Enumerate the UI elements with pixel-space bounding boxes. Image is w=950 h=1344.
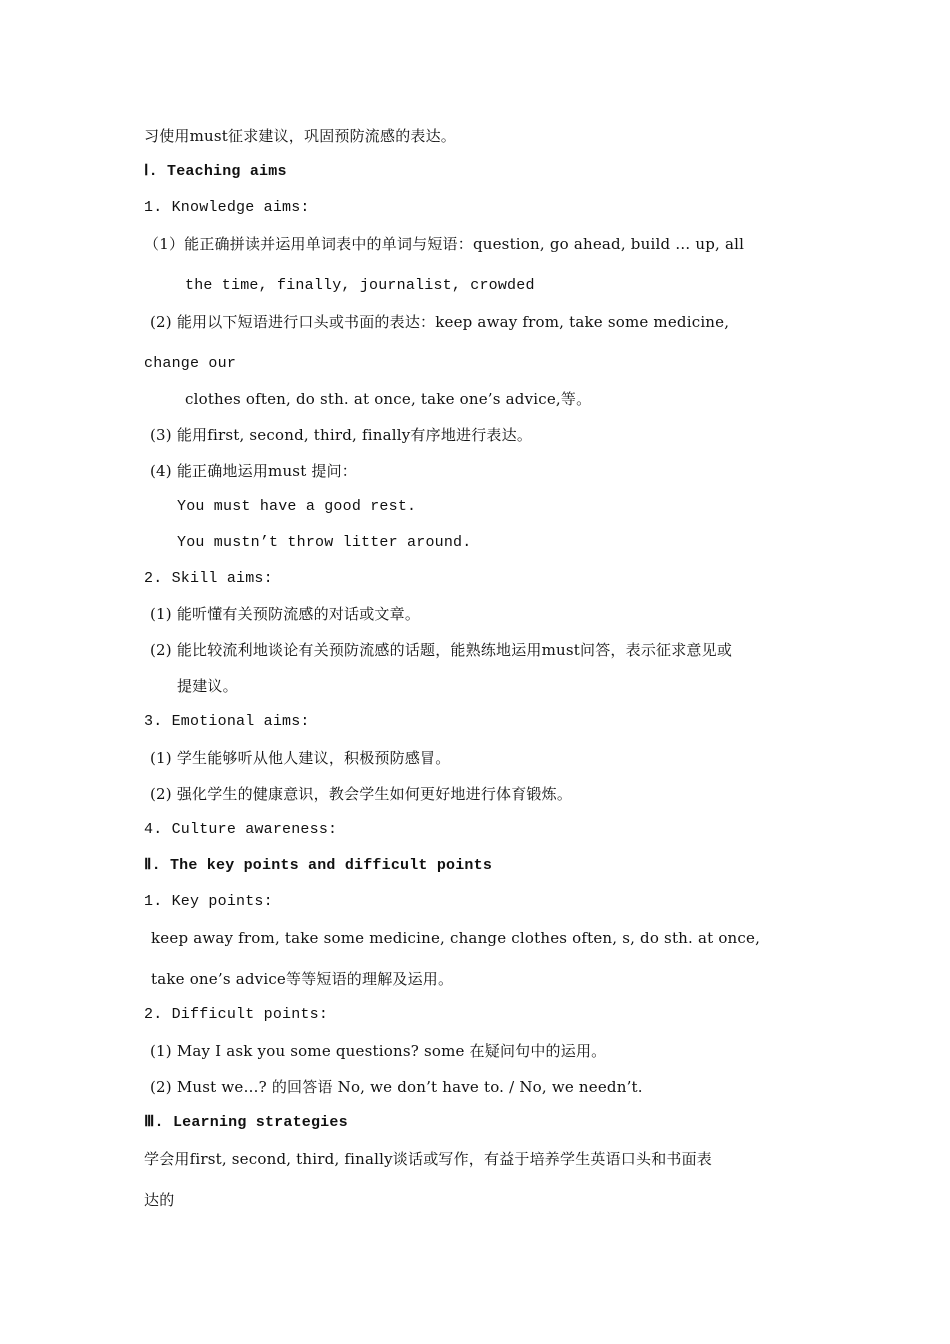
learning-strategies-text-cont: 达的: [144, 1191, 175, 1209]
example-sentence-1: You must have a good rest.: [177, 498, 417, 515]
key-points-heading: 1. Key points:: [144, 893, 273, 910]
culture-awareness-heading: 4. Culture awareness:: [144, 821, 338, 838]
skill-aim-2: (2) 能比较流利地谈论有关预防流感的话题，能熟练地运用must问答，表示征求意见或: [150, 641, 733, 659]
emotional-aim-2: (2) 强化学生的健康意识，教会学生如何更好地进行体育锻炼。: [150, 785, 573, 803]
knowledge-aims-heading: 1. Knowledge aims:: [144, 199, 310, 216]
knowledge-aim-2-cont2: clothes often, do sth. at once, take one’s advice,等。: [185, 390, 592, 408]
key-points-text-cont: take one’s advice等等短语的理解及运用。: [151, 970, 454, 988]
learning-strategies-text: 学会用first, second, third, finally谈话或写作，有益于培养学生英语口头和书面表: [144, 1150, 713, 1168]
skill-aim-2-cont: 提建议。: [177, 677, 238, 695]
emotional-aims-heading: 3. Emotional aims:: [144, 713, 310, 730]
skill-aims-heading: 2. Skill aims:: [144, 570, 273, 587]
knowledge-aim-3: (3) 能用first, second, third, finally有序地进行表达。: [150, 426, 533, 444]
knowledge-aim-1: （1）能正确拼读并运用单词表中的单词与短语：question, go ahead, build … up, all: [144, 235, 745, 253]
section-heading-key-points: Ⅱ. The key points and difficult points: [144, 857, 493, 874]
knowledge-aim-2-cont: change our: [144, 355, 237, 372]
skill-aim-1: (1) 能听懂有关预防流感的对话或文章。: [150, 605, 421, 623]
difficult-point-2: (2) Must we…? 的回答语 No, we don’t have to. / No, we needn’t.: [150, 1078, 643, 1096]
emotional-aim-1: (1) 学生能够听从他人建议，积极预防感冒。: [150, 749, 451, 767]
section-heading-learning-strategies: Ⅲ. Learning strategies: [144, 1114, 348, 1131]
section-heading-teaching-aims: Ⅰ. Teaching aims: [144, 163, 287, 180]
key-points-text: keep away from, take some medicine, change clothes often, s, do sth. at once,: [151, 929, 761, 947]
knowledge-aim-4: (4) 能正确地运用must 提问：: [150, 462, 357, 480]
knowledge-aim-2: (2) 能用以下短语进行口头或书面的表达：keep away from, take some medicine,: [150, 313, 730, 331]
difficult-point-1: (1) May I ask you some questions? some 在疑问句中的运用。: [150, 1042, 607, 1060]
example-sentence-2: You mustn’t throw litter around.: [177, 534, 472, 551]
knowledge-aim-1-cont: the time, finally, journalist, crowded: [185, 277, 535, 294]
difficult-points-heading: 2. Difficult points:: [144, 1006, 329, 1023]
intro-line: 习使用must征求建议，巩固预防流感的表达。: [144, 127, 457, 145]
